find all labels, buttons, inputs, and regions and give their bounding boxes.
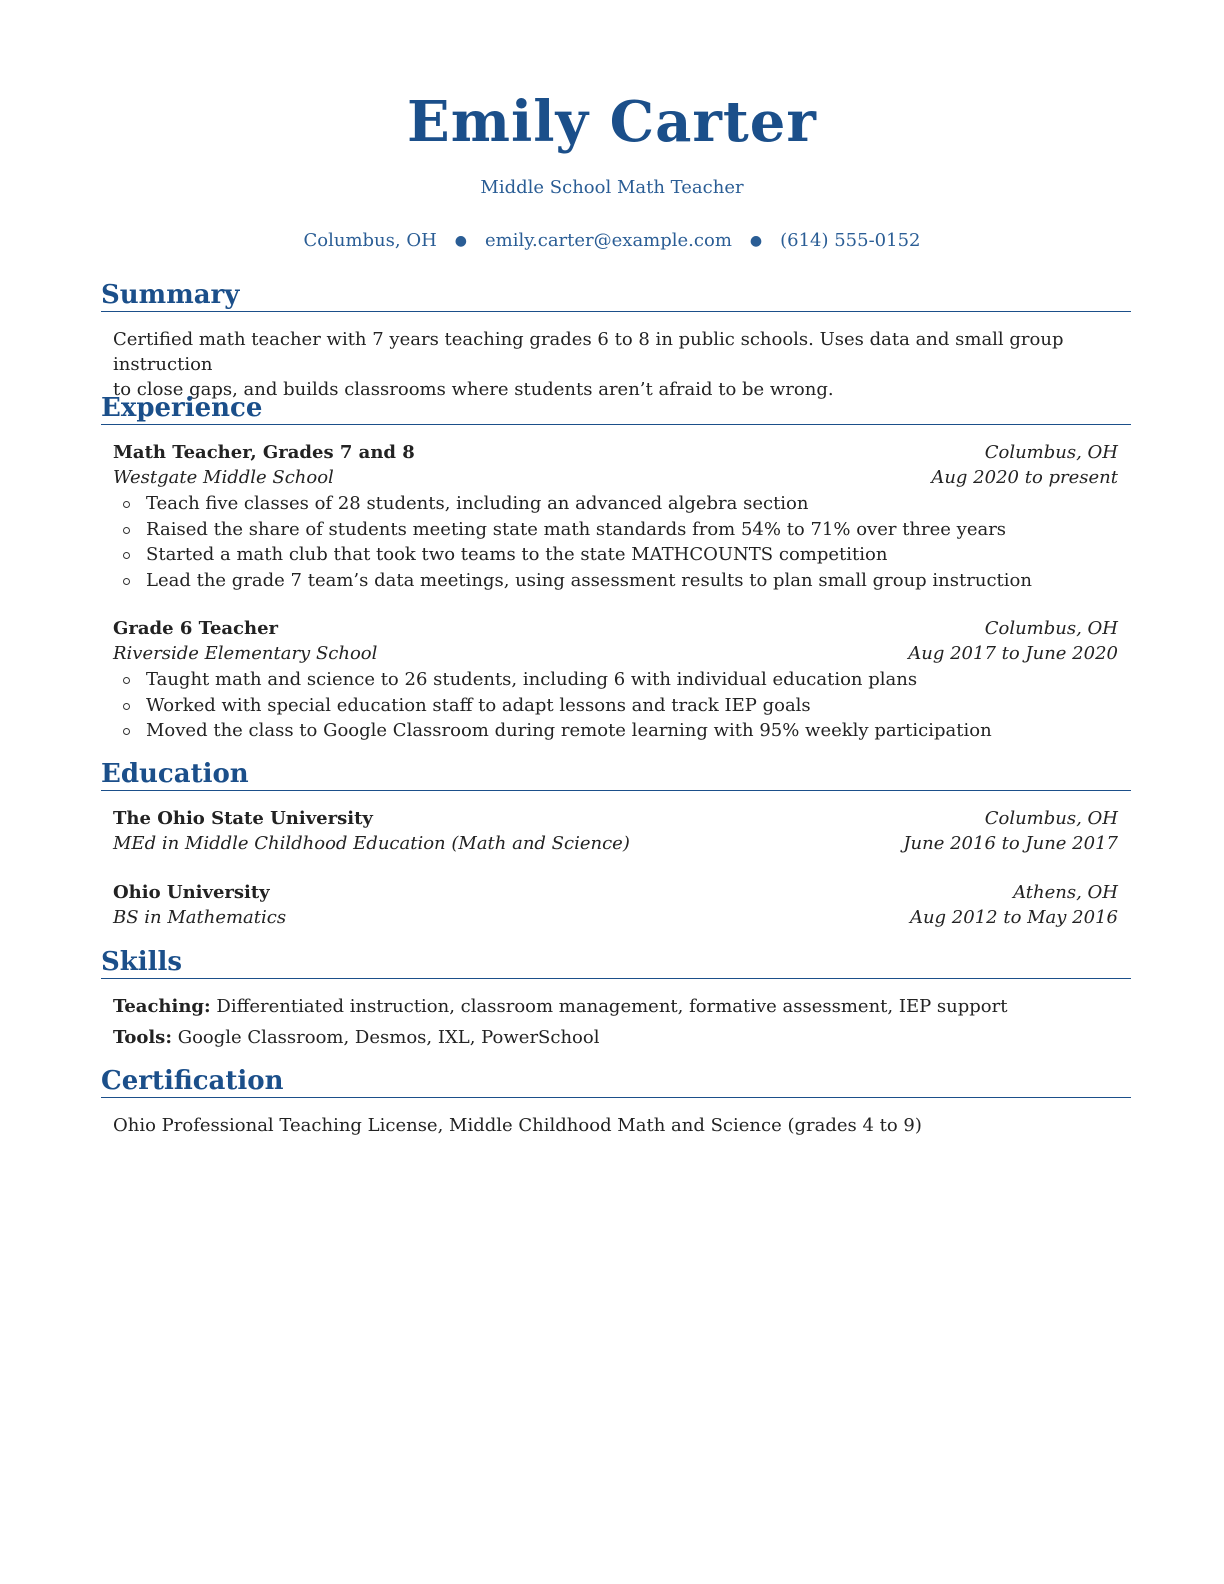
skill-value: Google Classroom, Desmos, IXL, PowerSchool — [177, 1027, 600, 1048]
job-role: Grade 6 Teacher — [113, 618, 279, 639]
school-header — [113, 880, 1118, 905]
section-title-education: Education — [101, 759, 1131, 791]
job-role: Math Teacher, Grades 7 and 8 — [113, 442, 415, 463]
section-title-summary: Summary — [101, 280, 1131, 312]
job-dates: Aug 2020 to present — [931, 467, 1118, 488]
list-item — [113, 491, 1118, 517]
school-location: Columbus, OH — [984, 808, 1118, 829]
school-institution: Ohio University — [113, 882, 270, 903]
summary-line: Certified math teacher with 7 years teaching grades 6 to 8 in public schools. Uses data and small group instruction — [113, 329, 1064, 375]
job-location: Columbus, OH — [984, 618, 1118, 639]
circle-bullet-icon — [123, 552, 130, 559]
certification-text: Ohio Professional Teaching License, Middle Childhood Math and Science (grades 4 to 9) — [113, 1115, 922, 1136]
circle-bullet-icon — [123, 677, 130, 684]
skill-label: Teaching: — [113, 996, 211, 1017]
job-bullets — [113, 491, 1118, 593]
school-dates: June 2016 to June 2017 — [903, 833, 1118, 854]
section-title-experience: Experience — [101, 393, 1131, 425]
bullet-text: Started a math club that took two teams to the state MATHCOUNTS competition — [146, 544, 888, 565]
circle-bullet-icon — [123, 527, 130, 534]
circle-bullet-icon — [123, 703, 130, 710]
bullet-text: Worked with special education staff to adapt lessons and track IEP goals — [146, 694, 811, 716]
summary-line: to close gaps, and builds classrooms where students aren’t afraid to be wrong. — [113, 379, 834, 400]
contact-line — [0, 229, 1224, 253]
school-dates: Aug 2012 to May 2016 — [909, 907, 1118, 928]
list-item — [113, 542, 1118, 568]
bullet-separator-icon: ● — [749, 233, 763, 249]
contact-phone[interactable]: (614) 555-0152 — [780, 230, 921, 251]
job-organization: Westgate Middle School — [113, 467, 334, 488]
school-institution: The Ohio State University — [113, 808, 373, 829]
school-degree: MEd in Middle Childhood Education (Math and Science) — [113, 833, 630, 854]
section-title-skills: Skills — [101, 947, 1131, 979]
list-item — [113, 517, 1118, 543]
skill-label: Tools: — [113, 1027, 172, 1048]
job-subheader — [113, 641, 1118, 666]
skill-line — [113, 1025, 1118, 1050]
skill-value: Differentiated instruction, classroom management, formative assessment, IEP support — [216, 996, 1008, 1017]
list-item — [113, 718, 1118, 744]
bullet-separator-icon: ● — [454, 233, 467, 249]
job-location: Columbus, OH — [984, 442, 1118, 463]
job-subheader — [113, 465, 1118, 490]
headline: Middle School Math Teacher — [480, 177, 744, 198]
list-item — [113, 693, 1118, 719]
summary-text — [113, 327, 1118, 402]
bullet-text: Moved the class to Google Classroom during remote learning with 95% weekly participation — [146, 720, 992, 741]
job-organization: Riverside Elementary School — [113, 643, 378, 664]
contact-email[interactable]: emily.carter@example.com — [485, 230, 732, 251]
job-dates: Aug 2017 to June 2020 — [908, 643, 1118, 664]
job-header — [113, 440, 1118, 465]
name-heading: Emily Carter — [407, 89, 817, 155]
school-location: Athens, OH — [1013, 882, 1118, 903]
circle-bullet-icon — [123, 728, 130, 735]
contact-location: Columbus, OH — [303, 230, 437, 251]
school-header — [113, 806, 1118, 831]
bullet-text: Lead the grade 7 team’s data meetings, using assessment results to plan small group instruction — [146, 569, 1032, 591]
bullet-text: Teach five classes of 28 students, including an advanced algebra section — [146, 493, 809, 514]
list-item — [113, 667, 1118, 693]
school-subheader — [113, 831, 1118, 856]
bullet-text: Taught math and science to 26 students, including 6 with individual education plans — [146, 669, 918, 690]
section-title-certification: Certification — [101, 1066, 1131, 1098]
list-item — [113, 568, 1118, 594]
circle-bullet-icon — [123, 501, 130, 508]
job-bullets — [113, 667, 1118, 744]
school-degree: BS in Mathematics — [113, 907, 287, 928]
skill-line — [113, 994, 1118, 1019]
circle-bullet-icon — [123, 578, 130, 585]
bullet-text: Raised the share of students meeting state math standards from 54% to 71% over three years — [146, 518, 1007, 540]
job-header — [113, 616, 1118, 641]
school-subheader — [113, 905, 1118, 930]
